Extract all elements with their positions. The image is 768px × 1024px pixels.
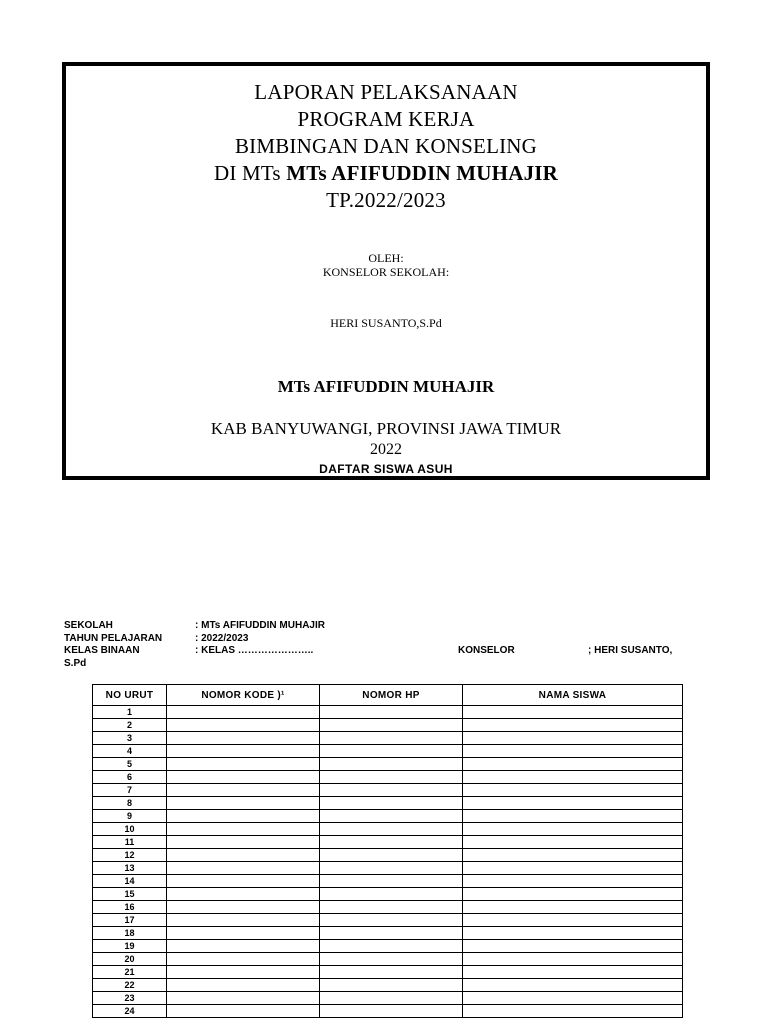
table-row	[93, 966, 683, 979]
table-row	[93, 875, 683, 888]
table-row	[93, 901, 683, 914]
table-row	[93, 849, 683, 862]
kode-cell[interactable]	[167, 758, 320, 771]
kode-cell[interactable]	[167, 979, 320, 992]
title-line-2: PROGRAM KERJA	[297, 107, 475, 131]
hp-cell[interactable]	[320, 966, 463, 979]
table-header-row	[93, 685, 683, 706]
kode-cell[interactable]	[167, 719, 320, 732]
row-number: 17	[93, 914, 167, 927]
hp-cell[interactable]	[320, 810, 463, 823]
table-row	[93, 888, 683, 901]
row-number: 14	[93, 875, 167, 888]
table-row	[93, 836, 683, 849]
kode-cell[interactable]	[167, 745, 320, 758]
row-number: 2	[93, 719, 167, 732]
nama-cell[interactable]	[463, 836, 683, 849]
row-number: 9	[93, 810, 167, 823]
hp-cell[interactable]	[320, 732, 463, 745]
table-row	[93, 758, 683, 771]
kode-cell[interactable]	[167, 823, 320, 836]
hp-cell[interactable]	[320, 836, 463, 849]
table-row	[93, 810, 683, 823]
table-row	[93, 953, 683, 966]
tahun-label: TAHUN PELAJARAN	[64, 633, 163, 644]
student-roster-table	[92, 684, 683, 1018]
hp-cell[interactable]	[320, 940, 463, 953]
title-line-3: BIMBINGAN DAN KONSELING	[234, 134, 538, 158]
nama-cell[interactable]	[463, 732, 683, 745]
nama-cell[interactable]	[463, 745, 683, 758]
title-line-4	[66, 161, 706, 186]
kode-cell[interactable]	[167, 1005, 320, 1018]
title-line-5: TP.2022/2023	[326, 188, 446, 212]
nama-cell[interactable]	[463, 758, 683, 771]
title-line-4-prefix: DI MTs	[213, 161, 287, 185]
hp-cell[interactable]	[320, 758, 463, 771]
year: 2022	[370, 441, 402, 458]
table-row	[93, 823, 683, 836]
row-number: 18	[93, 927, 167, 940]
nama-cell[interactable]	[463, 706, 683, 719]
row-number: 1	[93, 706, 167, 719]
table-row	[93, 1005, 683, 1018]
konselor-value-continued: S.Pd	[64, 658, 87, 669]
nama-cell[interactable]	[463, 784, 683, 797]
kode-cell[interactable]	[167, 836, 320, 849]
kode-cell[interactable]	[167, 914, 320, 927]
hp-cell[interactable]	[320, 875, 463, 888]
hp-cell[interactable]	[320, 927, 463, 940]
hp-cell[interactable]	[320, 992, 463, 1005]
nama-cell[interactable]	[463, 888, 683, 901]
row-number: 15	[93, 888, 167, 901]
table-row	[93, 940, 683, 953]
row-number: 7	[93, 784, 167, 797]
kelas-value: : KELAS …………………..	[195, 645, 314, 656]
kode-cell[interactable]	[167, 849, 320, 862]
nama-cell[interactable]	[463, 849, 683, 862]
kode-cell[interactable]	[167, 862, 320, 875]
header-nama-siswa: NAMA SISWA	[463, 685, 683, 706]
table-body	[93, 706, 683, 1018]
table-row	[93, 979, 683, 992]
row-number: 19	[93, 940, 167, 953]
nama-cell[interactable]	[463, 823, 683, 836]
hp-cell[interactable]	[320, 901, 463, 914]
kode-cell[interactable]	[167, 797, 320, 810]
location: KAB BANYUWANGI, PROVINSI JAWA TIMUR	[210, 419, 562, 438]
row-number: 6	[93, 771, 167, 784]
kode-cell[interactable]	[167, 927, 320, 940]
row-number: 23	[93, 992, 167, 1005]
table-row	[93, 745, 683, 758]
konselor-value: ; HERI SUSANTO,	[588, 645, 673, 656]
table-row	[93, 797, 683, 810]
row-number: 24	[93, 1005, 167, 1018]
konselor-label: KONSELOR	[458, 645, 515, 656]
nama-cell[interactable]	[463, 940, 683, 953]
nama-cell[interactable]	[463, 797, 683, 810]
header-nomor-kode: NOMOR KODE )¹	[167, 685, 320, 706]
nama-cell[interactable]	[463, 966, 683, 979]
row-number: 22	[93, 979, 167, 992]
kode-cell[interactable]	[167, 706, 320, 719]
hp-cell[interactable]	[320, 719, 463, 732]
nama-cell[interactable]	[463, 862, 683, 875]
table-row	[93, 992, 683, 1005]
hp-cell[interactable]	[320, 784, 463, 797]
row-number: 12	[93, 849, 167, 862]
kode-cell[interactable]	[167, 888, 320, 901]
row-number: 20	[93, 953, 167, 966]
konselor-name: HERI SUSANTO,S.Pd	[330, 316, 442, 330]
row-number: 4	[93, 745, 167, 758]
hp-cell[interactable]	[320, 862, 463, 875]
hp-cell[interactable]	[320, 953, 463, 966]
hp-cell[interactable]	[320, 823, 463, 836]
table-row	[93, 862, 683, 875]
school-name: MTs AFIFUDDIN MUHAJIR	[277, 377, 495, 396]
kode-cell[interactable]	[167, 784, 320, 797]
nama-cell[interactable]	[463, 901, 683, 914]
table-row	[93, 732, 683, 745]
hp-cell[interactable]	[320, 914, 463, 927]
cover-box	[62, 62, 710, 480]
nama-cell[interactable]	[463, 927, 683, 940]
table-row	[93, 914, 683, 927]
hp-cell[interactable]	[320, 771, 463, 784]
kode-cell[interactable]	[167, 771, 320, 784]
hp-cell[interactable]	[320, 745, 463, 758]
nama-cell[interactable]	[463, 914, 683, 927]
kode-cell[interactable]	[167, 732, 320, 745]
hp-cell[interactable]	[320, 797, 463, 810]
kode-cell[interactable]	[167, 966, 320, 979]
header-no-urut: NO URUT	[93, 685, 167, 706]
nama-cell[interactable]	[463, 875, 683, 888]
row-number: 16	[93, 901, 167, 914]
konselor-sekolah-label: KONSELOR SEKOLAH:	[322, 265, 450, 279]
nama-cell[interactable]	[463, 719, 683, 732]
nama-cell[interactable]	[463, 1005, 683, 1018]
table-row	[93, 719, 683, 732]
table-row	[93, 784, 683, 797]
nama-cell[interactable]	[463, 771, 683, 784]
daftar-siswa-asuh-heading: DAFTAR SISWA ASUH	[319, 462, 453, 476]
row-number: 21	[93, 966, 167, 979]
row-number: 8	[93, 797, 167, 810]
row-number: 13	[93, 862, 167, 875]
kode-cell[interactable]	[167, 940, 320, 953]
nama-cell[interactable]	[463, 810, 683, 823]
sekolah-label: SEKOLAH	[64, 620, 113, 631]
kode-cell[interactable]	[167, 875, 320, 888]
oleh-label: OLEH:	[368, 251, 404, 265]
hp-cell[interactable]	[320, 849, 463, 862]
row-number: 11	[93, 836, 167, 849]
hp-cell[interactable]	[320, 888, 463, 901]
kode-cell[interactable]	[167, 901, 320, 914]
kode-cell[interactable]	[167, 953, 320, 966]
tahun-value: : 2022/2023	[195, 633, 249, 644]
row-number: 10	[93, 823, 167, 836]
table-row	[93, 771, 683, 784]
sekolah-value: : MTs AFIFUDDIN MUHAJIR	[195, 620, 325, 631]
table-row	[93, 927, 683, 940]
hp-cell[interactable]	[320, 1005, 463, 1018]
nama-cell[interactable]	[463, 953, 683, 966]
header-nomor-hp: NOMOR HP	[320, 685, 463, 706]
title-line-1: LAPORAN PELAKSANAAN	[254, 80, 518, 104]
nama-cell[interactable]	[463, 992, 683, 1005]
nama-cell[interactable]	[463, 979, 683, 992]
row-number: 3	[93, 732, 167, 745]
hp-cell[interactable]	[320, 979, 463, 992]
hp-cell[interactable]	[320, 706, 463, 719]
kode-cell[interactable]	[167, 992, 320, 1005]
table-row	[93, 706, 683, 719]
title-line-4-school: MTs AFIFUDDIN MUHAJIR	[286, 161, 559, 185]
kelas-label: KELAS BINAAN	[64, 645, 140, 656]
kode-cell[interactable]	[167, 810, 320, 823]
row-number: 5	[93, 758, 167, 771]
